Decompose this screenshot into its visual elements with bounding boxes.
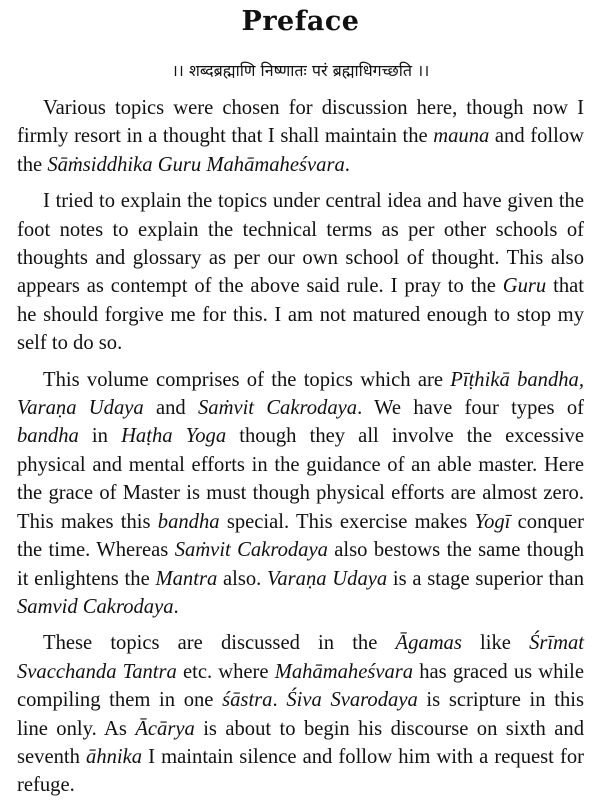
text-run: in xyxy=(78,425,122,448)
italic-term: Samvid Cakrodaya xyxy=(17,595,174,618)
text-run: I tried to explain the topics under central idea and have given the foot notes to explain the technical terms as per other schools of thoughts and glossary as per our own school of thought. This also appears as contempt of the above said rule. I pray to the xyxy=(17,190,584,298)
text-run: I maintain silence and follow him with a request for refuge. xyxy=(17,745,584,797)
text-run: This volume comprises of the topics which are xyxy=(43,368,451,391)
italic-term: Guru xyxy=(502,275,547,298)
paragraph-3 xyxy=(17,366,584,622)
italic-term: Varaṇa Udaya xyxy=(267,567,388,590)
text-run: and follow the xyxy=(17,125,584,176)
italic-term: śāstra xyxy=(222,689,273,712)
italic-term: āhnika xyxy=(86,745,143,768)
text-run: . xyxy=(272,689,287,712)
text-run: that he should forgive me for this. I am not matured enough to stop my self to do so. xyxy=(17,275,584,355)
text-run: conquer the time. Whereas xyxy=(17,510,584,562)
text-run: Various topics were chosen for discussion here, though now I firmly resort in a thought that I shall maintain the xyxy=(17,97,584,148)
text-run: also. xyxy=(217,567,268,590)
text-run: like xyxy=(461,632,530,655)
italic-term: Sāṁsiddhika Guru Mahāmaheśvara xyxy=(47,153,345,176)
italic-term: Saṁvit Cakrodaya xyxy=(197,397,358,420)
text-run: . xyxy=(173,595,179,618)
italic-term: Śrīmat Svacchanda Tantra xyxy=(17,632,584,683)
italic-term: Mahāmaheśvara xyxy=(274,660,414,683)
italic-term: Haṭha Yoga xyxy=(121,425,227,448)
paragraph-4 xyxy=(17,629,584,799)
text-run: is scripture in this line only. As xyxy=(17,689,585,740)
text-run: These topics are discussed in the xyxy=(43,632,396,655)
italic-term: Saṁvit Cakrodaya xyxy=(174,539,328,562)
text-run: is about to begin his discourse on sixth and seventh xyxy=(17,717,584,768)
italic-term: Mantra xyxy=(155,567,218,590)
sanskrit-epigraph: ।। शब्दब्रह्माणि निष्णातः परं ब्रह्माधिगच्छति ।। xyxy=(171,61,430,80)
preface-page xyxy=(17,0,584,808)
italic-term: Śiva Svarodaya xyxy=(286,689,418,712)
italic-term: Ācārya xyxy=(135,717,195,740)
text-run: special. This exercise makes xyxy=(219,510,475,533)
italic-term: mauna xyxy=(433,125,490,148)
page-title: Preface xyxy=(241,6,360,37)
text-run: and xyxy=(143,397,198,420)
text-run: . xyxy=(344,153,350,176)
italic-term: Pīṭhikā bandha, Varaṇa Udaya xyxy=(17,368,584,420)
text-run: though they all involve the excessive physical and mental efforts in the guidance of an able master. Here the grace of Master is must though physical efforts are almost zero. This makes this xyxy=(17,425,584,533)
text-run: . We have four types of xyxy=(357,397,584,420)
text-run: also bestows the same though it enlightens the xyxy=(17,539,585,590)
text-run: is a stage superior than xyxy=(387,567,584,590)
italic-term: Yogī xyxy=(474,510,511,533)
paragraph-2 xyxy=(17,187,584,357)
paragraph-1 xyxy=(17,94,584,179)
italic-term: bandha xyxy=(157,510,220,533)
text-run: etc. where xyxy=(176,660,275,683)
text-run: has graced us while compiling them in one xyxy=(17,660,585,712)
italic-term: bandha xyxy=(17,425,79,448)
italic-term: Āgamas xyxy=(395,632,462,655)
